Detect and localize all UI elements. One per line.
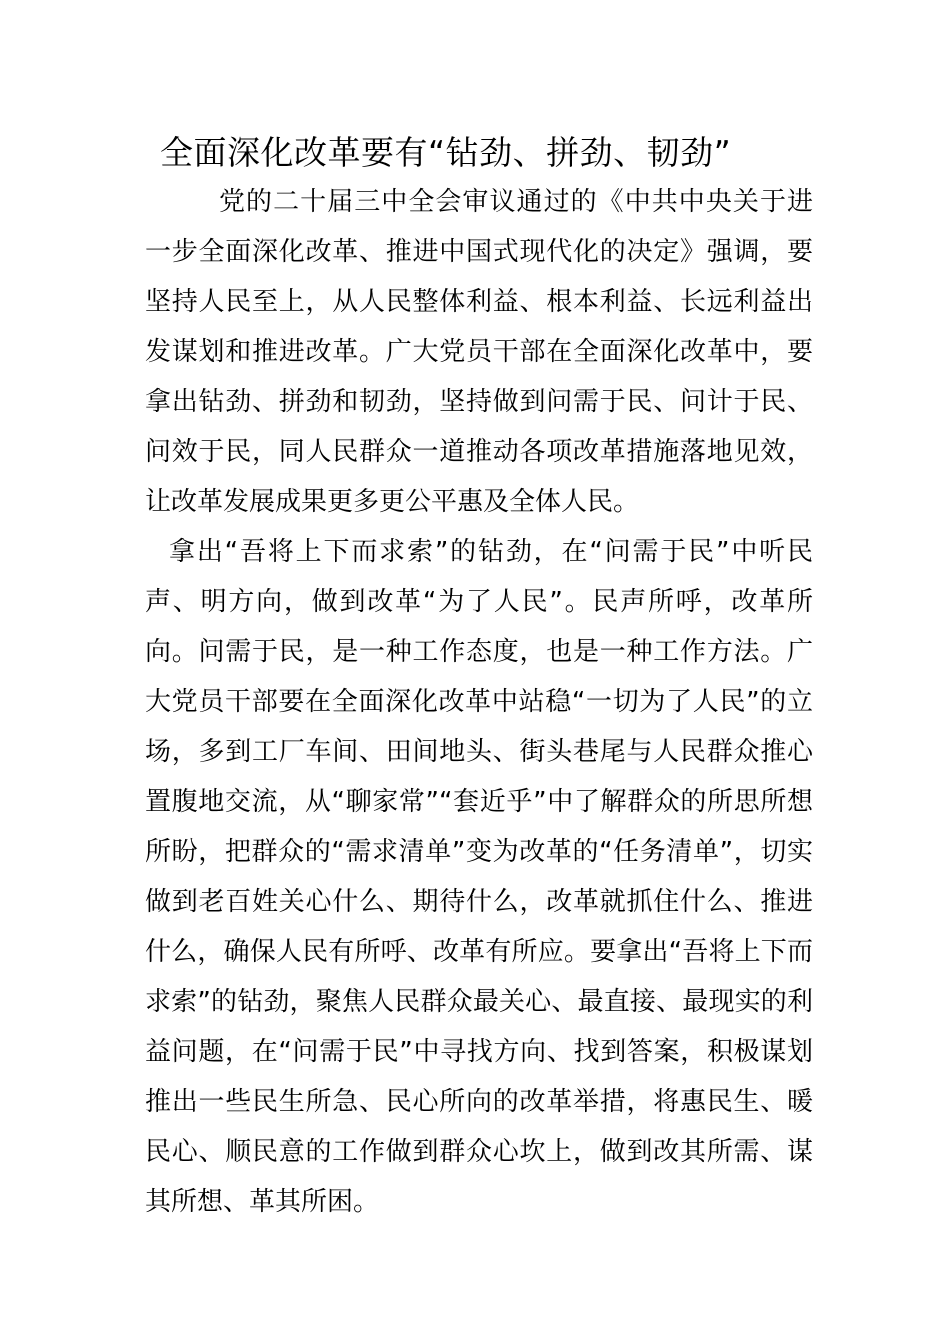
paragraph-2: 拿出“吾将上下而求索”的钻劲，在“问需于民”中听民声、明方向，做到改革“为了人民”。民声所呼，改革所向。问需于民，是一种工作态度，也是一种工作方法。广大党员干部要在全面深化改革中站稳“一切为了人民”的立场，多到工厂车间、田间地头、街头巷尾与人民群众推心置腹地交流，从“聊家常”“套近乎”中了解群众的所思所想所盼，把群众的“需求清单”变为改革的“任务清单”，切实做到老百姓关心什么、期待什么，改革就抓住什么、推进什么，确保人民有所呼、改革有所应。要拿出“吾将上下而求索”的钻劲，聚焦人民群众最关心、最直接、最现实的利益问题，在“问需于民”中寻找方向、找到答案，积极谋划推出一些民生所急、民心所向的改革举措，将惠民生、暖民心、顺民意的工作做到群众心坎上，做到改其所需、谋其所想、革其所困。 <box>145 537 813 1217</box>
document-title: 全面深化改革要有“钻劲、拼劲、韧劲” <box>160 133 732 172</box>
paragraph-1: 党的二十届三中全会审议通过的《中共中央关于进一步全面深化改革、推进中国式现代化的决定》强调，要坚持人民至上，从人民整体利益、根本利益、长远利益出发谋划和推进改革。广大党员干部在全面深化改革中，要拿出钻劲、拼劲和韧劲，坚持做到问需于民、问计于民、问效于民，同人民群众一道推动各项改革措施落地见效，让改革发展成果更多更公平惠及全体人民。 <box>145 187 813 517</box>
